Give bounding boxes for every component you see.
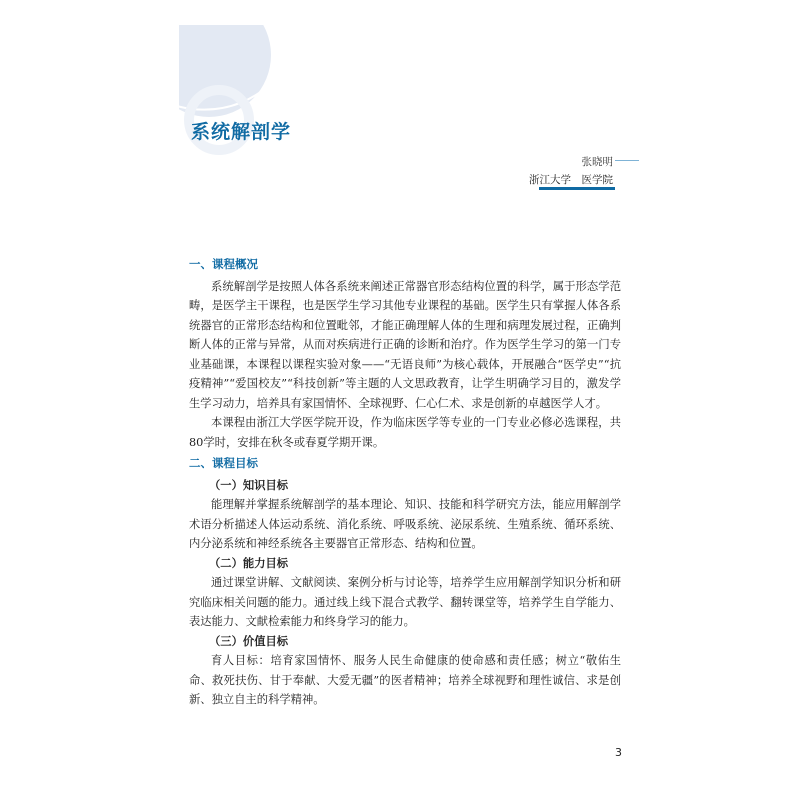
subheading-knowledge: （一）知识目标 <box>209 477 289 492</box>
main-content <box>189 253 621 710</box>
paragraph: 本课程由浙江大学医学院开设，作为临床医学等专业的一门专业必修必选课程，共80学时，安排在秋冬或春夏学期开课。 <box>189 416 621 449</box>
section-heading-goals: 二、课程目标 <box>189 456 258 470</box>
decorative-circle-graphic <box>179 25 641 265</box>
section-heading-overview: 一、课程概况 <box>189 257 258 271</box>
subheading-values: （三）价值目标 <box>209 633 289 648</box>
author-name: 张晓明 <box>581 156 613 168</box>
subheading-ability: （二）能力目标 <box>209 555 289 570</box>
affiliation-underline <box>539 187 615 190</box>
paragraph: 育人目标：培育家国情怀、服务人民生命健康的使命感和责任感；树立“敬佑生命、救死扶伤、甘于奉献、大爱无疆”的医者精神；培养全球视野和理性诚信、求是创新、独立自主的科学精神。 <box>189 654 621 706</box>
paragraph: 系统解剖学是按照人体各系统来阐述正常器官形态结构位置的科学，属于形态学范畴，是医学主干课程，也是医学生学习其他专业课程的基础。医学生只有掌握人体各系统器官的正常形态结构和位置毗邻，才能正确理解人体的生理和病理发展过程，正确判断人体的正常与异常，从而对疾病进行正确的诊断和治疗。作为医学生学习的第一门专业基础课，本课程以课程实验对象——“无语良师”为核心载体，开展融合“医学史”“抗疫精神”“爱国校友”“科技创新”等主题的人文思政教育，让学生明确学习目的，激发学生学习动力，培养具有家国情怀、全球视野、仁心仁术、求是创新的卓越医学人才。 <box>189 279 621 410</box>
page-title: 系统解剖学 <box>191 121 292 143</box>
author-affiliation: 浙江大学 医学院 <box>529 174 613 186</box>
paragraph: 通过课堂讲解、文献阅读、案例分析与讨论等，培养学生应用解剖学知识分析和研究临床相关问题的能力。通过线上线下混合式教学、翻转课堂等，培养学生自学能力、表达能力、文献检索能力和终身学习的能力。 <box>189 576 621 628</box>
paragraph: 能理解并掌握系统解剖学的基本理论、知识、技能和科学研究方法，能应用解剖学术语分析描述人体运动系统、消化系统、呼吸系统、泌尿系统、生殖系统、循环系统、内分泌系统和神经系统各主要器官正常形态、结构和位置。 <box>189 498 621 550</box>
book-page <box>179 25 641 787</box>
page-number: 3 <box>615 746 622 759</box>
author-divider <box>615 160 639 161</box>
